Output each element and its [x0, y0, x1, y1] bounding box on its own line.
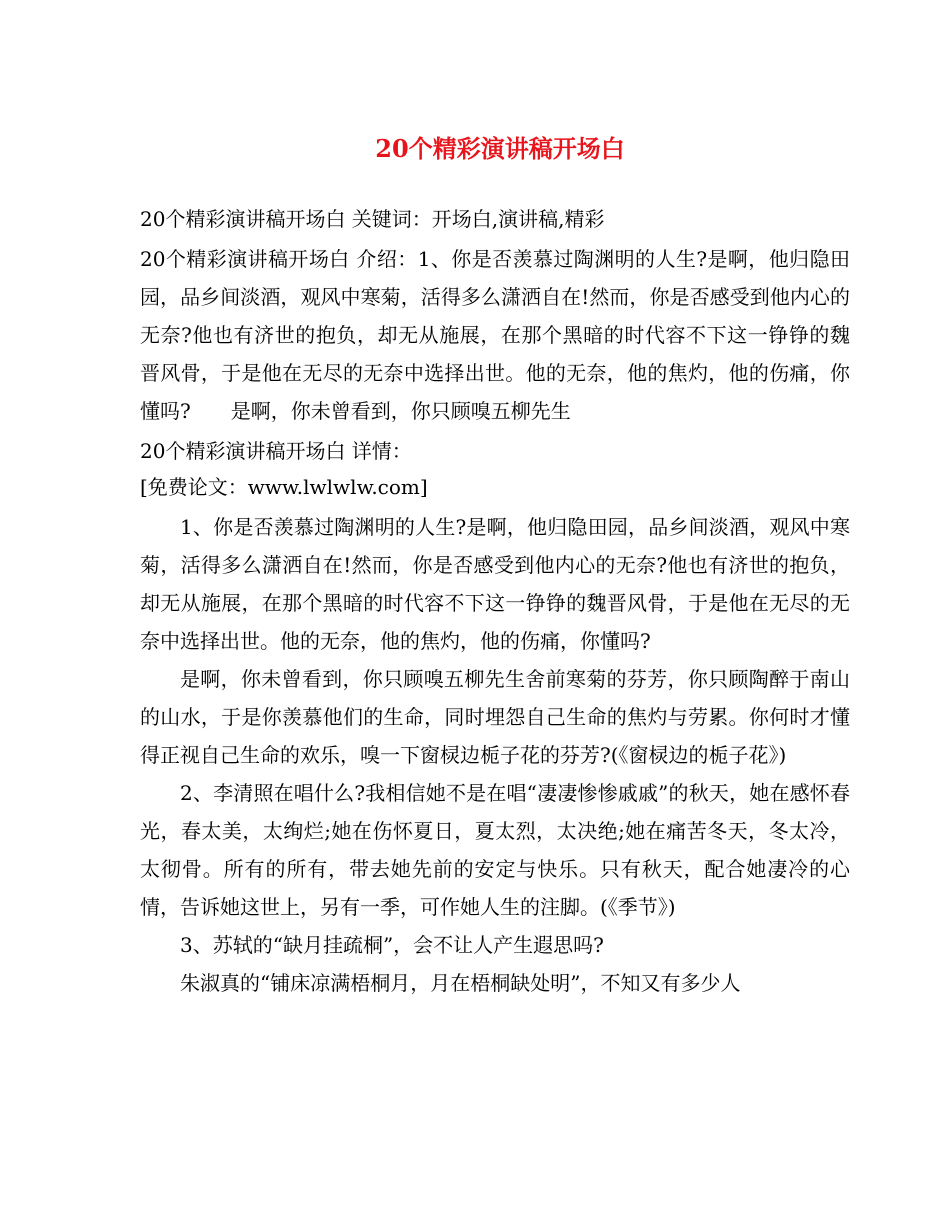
- body-paragraph-2: 是啊，你未曾看到，你只顾嗅五柳先生舍前寒菊的芬芳，你只顾陶醉于南山的山水，于是你羡慕他们的生命，同时埋怨自己生命的焦灼与劳累。你何时才懂得正视自己生命的欢乐，嗅一下窗棂边栀子花的芬芳?(《窗棂边的栀子花》): [140, 667, 850, 767]
- details-line: 20个精彩演讲稿开场白 详情：: [140, 439, 412, 463]
- body-paragraph-1: 1、你是否羡慕过陶渊明的人生?是啊，他归隐田园，品乡间淡酒，观风中寒菊，活得多么潇洒自在!然而，你是否感受到他内心的无奈?他也有济世的抱负，却无从施展，在那个黑暗的时代容不下这一铮铮的魏晋风骨，于是他在无尽的无奈中选择出世。他的无奈，他的焦灼，他的伤痛，你懂吗?: [140, 515, 850, 653]
- intro-paragraph: 20个精彩演讲稿开场白 介绍：1、你是否羡慕过陶渊明的人生?是啊，他归隐田园，品乡间淡酒，观风中寒菊，活得多么潇洒自在!然而，你是否感受到他内心的无奈?他也有济世的抱负，却无从施展，在那个黑暗的时代容不下这一铮铮的魏晋风骨，于是他在无尽的无奈中选择出世。他的无奈，他的焦灼，他的伤痛，你懂吗? 是啊，你未曾看到，你只顾嗅五柳先生: [140, 247, 850, 423]
- body-paragraph-3: 2、李清照在唱什么?我相信她不是在唱“凄凄惨惨戚戚”的秋天，她在感怀春光，春太美，太绚烂;她在伤怀夏日，夏太烈，太决绝;她在痛苦冬天，冬太冷，太彻骨。所有的所有，带去她先前的安定与快乐。只有秋天，配合她凄冷的心情，告诉她这世上，另有一季，可作她人生的注脚。(《季节》): [140, 781, 850, 919]
- keywords-line: 20个精彩演讲稿开场白 关键词：开场白,演讲稿,精彩: [140, 207, 605, 231]
- source-line: [免费论文：www.lwlwlw.com]: [140, 475, 428, 499]
- body-paragraph-5: 朱淑真的“铺床凉满梧桐月，月在梧桐缺处明”，不知又有多少人: [180, 971, 741, 995]
- document-title: 20个精彩演讲稿开场白: [375, 134, 625, 163]
- body-paragraph-4: 3、苏轼的“缺月挂疏桐”，会不让人产生遐思吗?: [180, 933, 604, 957]
